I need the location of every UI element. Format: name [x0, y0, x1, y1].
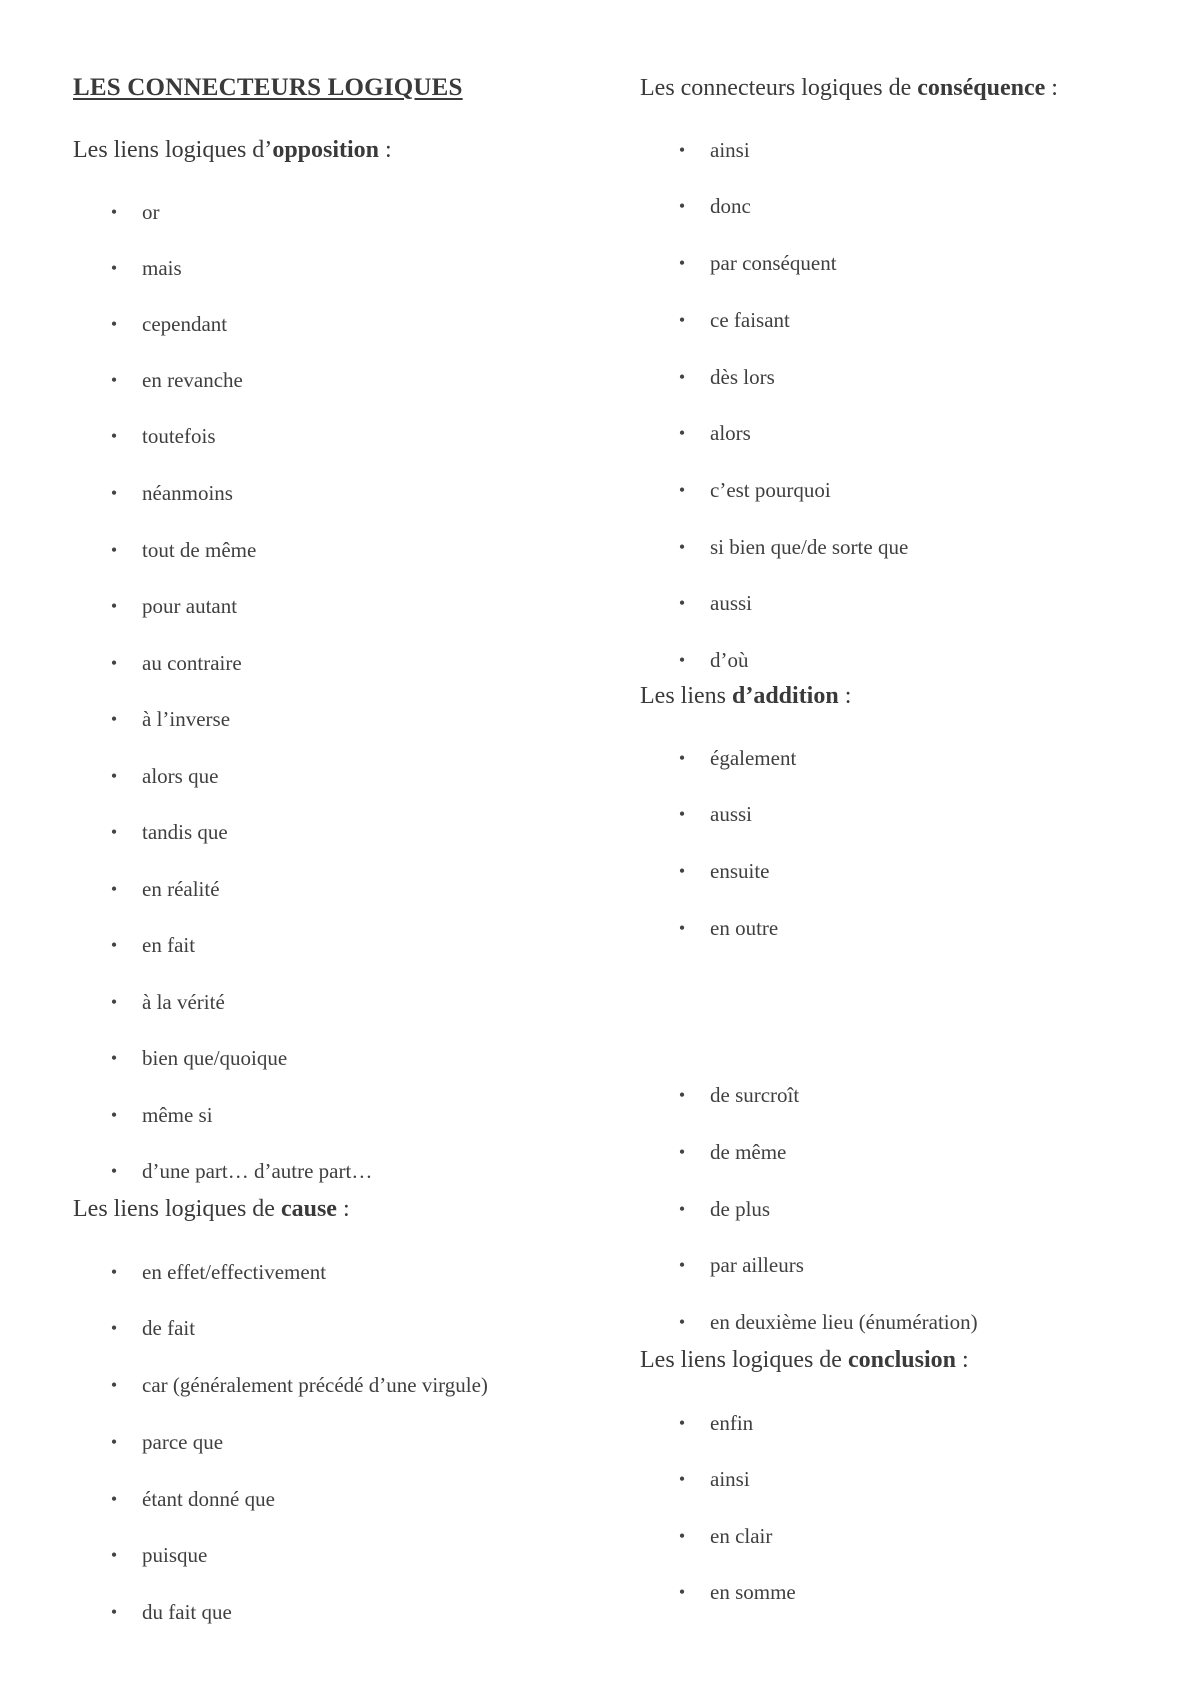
list-item-text: d’où	[710, 648, 749, 672]
list-item-text: ainsi	[710, 1467, 750, 1491]
heading-opposition-keyword: opposition	[272, 137, 380, 163]
list-item-text: en revanche	[142, 368, 243, 392]
list-item-text: parce que	[142, 1430, 224, 1454]
list-item-text: à la vérité	[142, 990, 225, 1014]
list-item-text: tout de même	[142, 538, 257, 562]
heading-cause	[73, 1196, 350, 1223]
list-item-text: donc	[710, 194, 751, 218]
list-item-text: de surcroît	[710, 1083, 800, 1107]
bullet-icon: •	[678, 918, 686, 938]
page-title: LES CONNECTEURS LOGIQUES	[73, 74, 463, 101]
heading-opposition-post: :	[379, 137, 392, 163]
list-item-text: par conséquent	[710, 251, 837, 275]
list-item-text: ainsi	[710, 138, 750, 162]
bullet-icon: •	[110, 766, 118, 786]
bullet-icon: •	[110, 258, 118, 278]
bullet-icon: •	[678, 804, 686, 824]
list-item-text: au contraire	[142, 651, 242, 675]
heading-cause-keyword: cause	[280, 1196, 337, 1222]
list-item-text: d’une part… d’autre part…	[142, 1159, 373, 1183]
bullet-icon: •	[110, 540, 118, 560]
list-item-text: ce faisant	[710, 308, 790, 332]
bullet-icon: •	[110, 1318, 118, 1338]
bullet-icon: •	[110, 314, 118, 334]
list-item-text: de même	[710, 1140, 787, 1164]
bullet-icon: •	[678, 1312, 686, 1332]
bullet-icon: •	[110, 1602, 118, 1622]
list-item-text: enfin	[710, 1411, 754, 1435]
heading-opposition	[73, 137, 392, 164]
bullet-icon: •	[110, 1161, 118, 1181]
list-item-text: puisque	[142, 1543, 208, 1567]
list-item-text: même si	[142, 1103, 213, 1127]
bullet-icon: •	[110, 992, 118, 1012]
bullet-icon: •	[678, 1469, 686, 1489]
list-item-text: étant donné que	[142, 1487, 275, 1511]
bullet-icon: •	[110, 822, 118, 842]
bullet-icon: •	[110, 483, 118, 503]
bullet-icon: •	[678, 650, 686, 670]
list-item-text: alors que	[142, 764, 219, 788]
bullet-icon: •	[678, 1255, 686, 1275]
bullet-icon: •	[110, 370, 118, 390]
list-item-text: dès lors	[710, 365, 775, 389]
list-item-text: en outre	[710, 916, 779, 940]
bullet-icon: •	[110, 879, 118, 899]
heading-addition-keyword: d’addition	[731, 683, 839, 709]
list-item-text: en somme	[710, 1580, 796, 1604]
bullet-icon: •	[110, 1375, 118, 1395]
bullet-icon: •	[678, 367, 686, 387]
heading-cause-post: :	[336, 1196, 350, 1222]
bullet-icon: •	[678, 1142, 686, 1162]
list-item-text: aussi	[710, 591, 752, 615]
list-item-text: également	[710, 746, 797, 770]
list-item-text: en deuxième lieu (énumération)	[710, 1310, 978, 1334]
heading-consequence-keyword: conséquence	[917, 75, 1046, 101]
list-item-text: or	[142, 200, 160, 224]
bullet-icon: •	[110, 202, 118, 222]
list-item-text: cependant	[142, 312, 228, 336]
bullet-icon: •	[678, 253, 686, 273]
list-item-text: bien que/quoique	[142, 1046, 288, 1070]
bullet-icon: •	[678, 1582, 686, 1602]
heading-addition	[640, 683, 851, 710]
list-item-text: en réalité	[142, 877, 220, 901]
bullet-icon: •	[110, 1262, 118, 1282]
bullet-icon: •	[110, 1489, 118, 1509]
heading-consequence-pre: Les connecteurs logiques de	[640, 75, 918, 101]
list-item-text: de fait	[142, 1316, 196, 1340]
heading-conclusion-keyword: conclusion	[847, 1347, 956, 1373]
heading-conclusion	[640, 1347, 969, 1374]
bullet-icon: •	[110, 1048, 118, 1068]
bullet-icon: •	[110, 1105, 118, 1125]
bullet-icon: •	[678, 593, 686, 613]
bullet-icon: •	[110, 596, 118, 616]
bullet-icon: •	[678, 480, 686, 500]
list-item-text: si bien que/de sorte que	[710, 535, 909, 559]
list-item-text: en clair	[710, 1524, 773, 1548]
list-item-text: par ailleurs	[710, 1253, 804, 1277]
bullet-icon: •	[678, 1199, 686, 1219]
list-item-text: en fait	[142, 933, 196, 957]
heading-conclusion-pre: Les liens logiques de	[640, 1347, 848, 1373]
bullet-icon: •	[110, 1432, 118, 1452]
list-item-text: car (généralement précédé d’une virgule)	[142, 1373, 488, 1397]
heading-consequence	[640, 75, 1058, 102]
bullet-icon: •	[678, 1413, 686, 1433]
list-item-text: de plus	[710, 1197, 771, 1221]
list-item-text: c’est pourquoi	[710, 478, 831, 502]
bullet-icon: •	[678, 537, 686, 557]
bullet-icon: •	[678, 748, 686, 768]
list-item-text: mais	[142, 256, 182, 280]
heading-addition-post: :	[838, 683, 852, 709]
list-item-text: du fait que	[142, 1600, 232, 1624]
heading-conclusion-post: :	[956, 1347, 969, 1373]
heading-opposition-pre: Les liens logiques d’	[73, 137, 273, 163]
list-item-text: pour autant	[142, 594, 238, 618]
bullet-icon: •	[678, 861, 686, 881]
bullet-icon: •	[678, 423, 686, 443]
bullet-icon: •	[678, 140, 686, 160]
bullet-icon: •	[110, 935, 118, 955]
bullet-icon: •	[678, 196, 686, 216]
bullet-icon: •	[678, 1526, 686, 1546]
list-item-text: en effet/effectivement	[142, 1260, 327, 1284]
bullet-icon: •	[110, 426, 118, 446]
list-item-text: alors	[710, 421, 751, 445]
list-item-text: à l’inverse	[142, 707, 231, 731]
bullet-icon: •	[110, 653, 118, 673]
list-item-text: néanmoins	[142, 481, 233, 505]
list-item-text: ensuite	[710, 859, 770, 883]
bullet-icon: •	[678, 1085, 686, 1105]
bullet-icon: •	[678, 310, 686, 330]
list-item-text: tandis que	[142, 820, 228, 844]
heading-cause-pre: Les liens logiques de	[73, 1196, 281, 1222]
bullet-icon: •	[110, 1545, 118, 1565]
bullet-icon: •	[110, 709, 118, 729]
heading-consequence-post: :	[1045, 75, 1058, 101]
heading-addition-pre: Les liens	[640, 683, 732, 709]
list-item-text: aussi	[710, 802, 752, 826]
list-item-text: toutefois	[142, 424, 216, 448]
